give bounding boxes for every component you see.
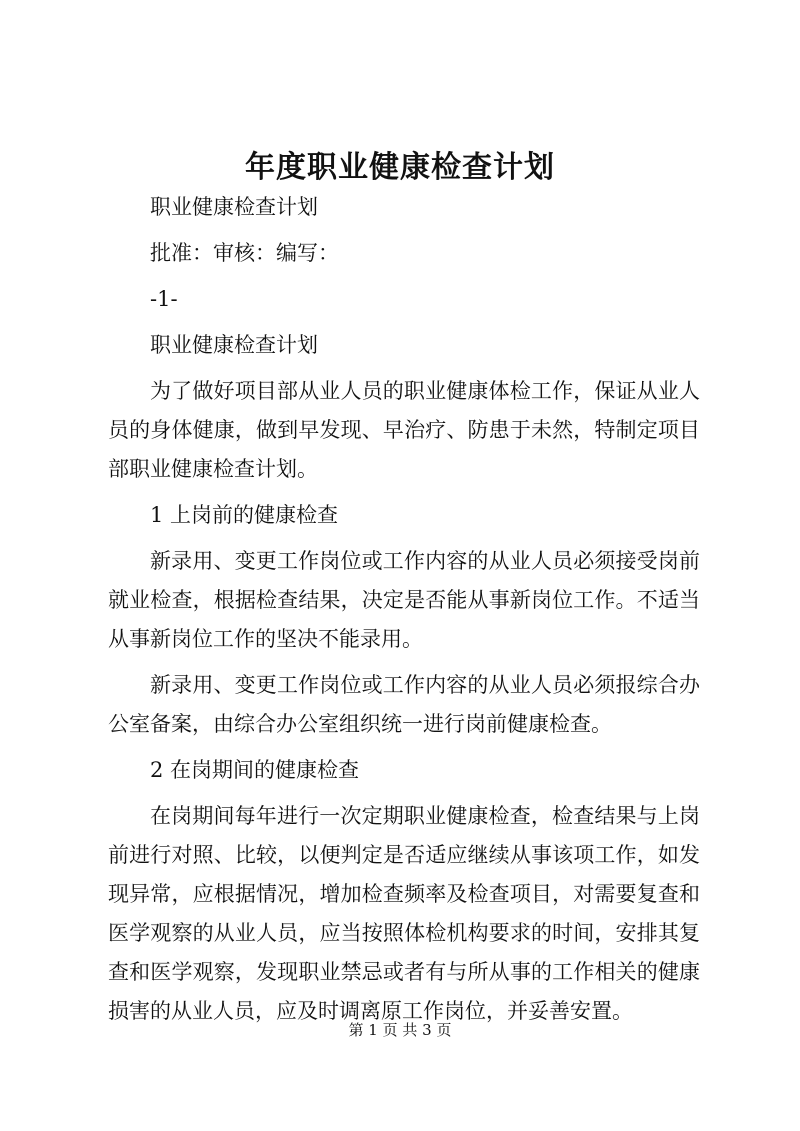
section-1-paragraph-2: 新录用、变更工作岗位或工作内容的从业人员必须报综合办公室备案，由综合办公室组织统一进行岗前健康检查。	[108, 673, 700, 736]
page-footer: 第 1 页 共 3 页	[348, 1021, 452, 1039]
section-2-paragraph-1: 在岗期间每年进行一次定期职业健康检查，检查结果与上岗前进行对照、比较，以便判定是否适应继续从事该项工作，如发现异常，应根据情况，增加检查频率及检查项目，对需要复查和医学观察的从业人员，应当按照体检机构要求的时间，安排其复查和医学观察，发现职业禁忌或者有与所从事的工作相关的健康损害的从业人员，应及时调离原工作岗位，并妥善安置。	[108, 804, 700, 1023]
section-heading-2: 2 在岗期间的健康检查	[150, 758, 360, 782]
document-title: 年度职业健康检查计划	[245, 150, 555, 185]
intro-paragraph: 为了做好项目部从业人员的职业健康体检工作，保证从业人员的身体健康，做到早发现、早治疗、防患于未然，特制定项目部职业健康检查计划。	[108, 379, 700, 481]
section-title: 职业健康检查计划	[150, 333, 318, 357]
page-marker: -1-	[150, 287, 178, 311]
section-heading-1: 1 上岗前的健康检查	[150, 503, 339, 527]
subtitle-line: 职业健康检查计划	[150, 195, 318, 219]
approval-line: 批准：审核：编写：	[150, 241, 339, 265]
section-1-paragraph-1: 新录用、变更工作岗位或工作内容的从业人员必须接受岗前就业检查，根据检查结果，决定是否能从事新岗位工作。不适当从事新岗位工作的坚决不能录用。	[108, 549, 700, 651]
document-body	[108, 188, 700, 1031]
